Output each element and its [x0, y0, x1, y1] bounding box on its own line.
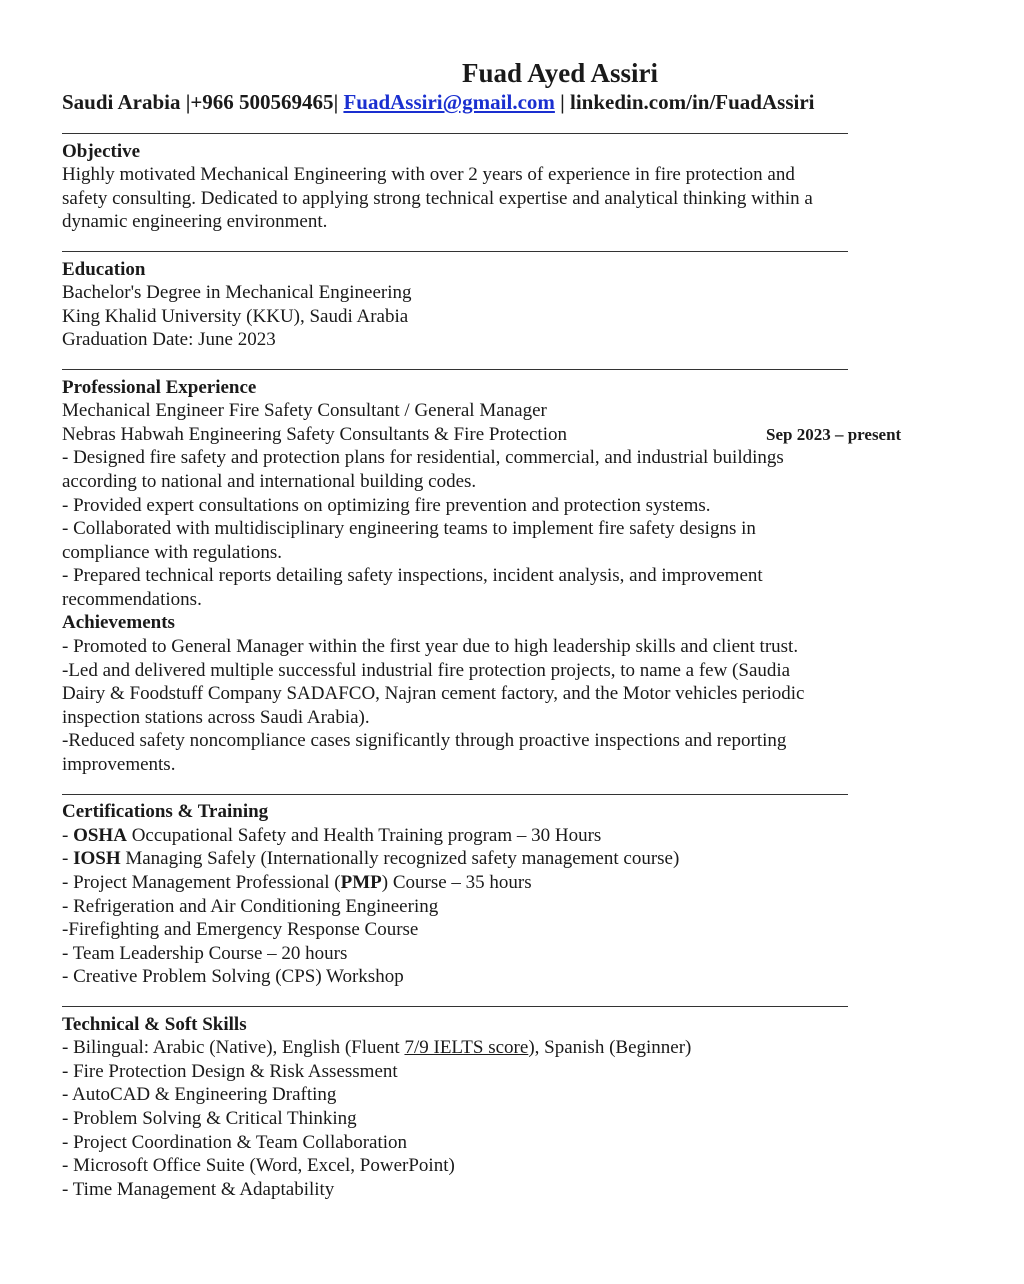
email-link[interactable]: FuadAssiri@gmail.com [343, 90, 555, 114]
job-role: Mechanical Engineer Fire Safety Consultant / General Manager [62, 400, 547, 422]
section-heading-objective: Objective [62, 140, 141, 162]
experience-line: - Provided expert consultations on optimizing fire prevention and protection systems. [62, 494, 711, 516]
achievements-heading: Achievements [62, 612, 175, 634]
skill-line: - AutoCAD & Engineering Drafting [62, 1084, 337, 1106]
cert-pmp-post: ) Course – 35 hours [381, 872, 532, 893]
divider [62, 234, 962, 258]
experience-line: compliance with regulations. [62, 541, 283, 563]
cert-osha: - OSHA Occupational Safety and Health Training program – 30 Hours [62, 824, 602, 846]
achievement-line: - Promoted to General Manager within the first year due to high leadership skills and client trust. [62, 636, 799, 658]
divider [62, 777, 962, 801]
achievement-line: improvements. [62, 754, 176, 776]
cert-line: - Refrigeration and Air Conditioning Engineering [62, 895, 439, 917]
education-line: Bachelor's Degree in Mechanical Engineering [62, 282, 412, 304]
cert-line: -Firefighting and Emergency Response Course [62, 919, 419, 941]
experience-line: - Prepared technical reports detailing safety inspections, incident analysis, and improvement [62, 565, 763, 587]
divider [62, 989, 962, 1013]
education-line: Graduation Date: June 2023 [62, 329, 276, 351]
cert-line: - Team Leadership Course – 20 hours [62, 942, 348, 964]
cert-pmp [62, 871, 962, 895]
skill-lang-post: ), Spanish (Beginner) [528, 1037, 692, 1059]
job-date: Sep 2023 – present [766, 424, 902, 444]
experience-line: - Designed fire safety and protection plans for residential, commercial, and industrial buildings [62, 447, 784, 469]
cert-osha-name: OSHA [73, 824, 127, 846]
achievement-line: Dairy & Foodstuff Company SADAFCO, Najran cement factory, and the Motor vehicles periodic [62, 683, 805, 705]
section-heading-education: Education [62, 258, 146, 280]
skill-languages [62, 1036, 962, 1060]
achievement-line: -Reduced safety noncompliance cases significantly through proactive inspections and reporting [62, 730, 787, 752]
skill-line: - Time Management & Adaptability [62, 1178, 335, 1200]
cert-pmp-name: PMP [340, 872, 382, 893]
cert-iosh-name: IOSH [73, 848, 121, 870]
achievement-line: inspection stations across Saudi Arabia). [62, 706, 370, 728]
skill-line: - Problem Solving & Critical Thinking [62, 1107, 357, 1129]
experience-line: - Collaborated with multidisciplinary engineering teams to implement fire safety designs in [62, 518, 756, 540]
divider [62, 352, 962, 376]
phone: +966 500569465 [190, 90, 334, 114]
section-heading-certifications: Certifications & Training [62, 801, 269, 823]
skill-line: - Microsoft Office Suite (Word, Excel, PowerPoint) [62, 1155, 455, 1177]
skill-line: - Fire Protection Design & Risk Assessment [62, 1060, 398, 1082]
candidate-name: Fuad Ayed Assiri [461, 58, 659, 88]
experience-line: according to national and international building codes. [62, 470, 477, 492]
objective-line: Highly motivated Mechanical Engineering with over 2 years of experience in fire protection and [62, 164, 795, 186]
cert-osha-desc: Occupational Safety and Health Training program – 30 Hours [126, 824, 602, 846]
divider [62, 116, 962, 140]
cert-iosh: - IOSH Managing Safely (Internationally recognized safety management course) [62, 848, 680, 870]
job-company-row [62, 423, 962, 447]
experience-line: recommendations. [62, 588, 202, 610]
skill-lang-pre: - Bilingual: Arabic (Native), English (Fluent [62, 1037, 405, 1059]
cert-line: - Creative Problem Solving (CPS) Workshop [62, 966, 404, 988]
section-heading-experience: Professional Experience [62, 376, 257, 398]
contact-line: Saudi Arabia |+966 500569465| FuadAssiri@gmail.com | linkedin.com/in/FuadAssiri [62, 90, 815, 114]
location: Saudi Arabia [62, 90, 181, 114]
skill-line: - Project Coordination & Team Collaboration [62, 1131, 408, 1153]
cert-pmp-pre: - Project Management Professional ( [62, 872, 341, 893]
objective-line: dynamic engineering environment. [62, 211, 328, 233]
education-line: King Khalid University (KKU), Saudi Arabia [62, 305, 409, 327]
achievement-line: -Led and delivered multiple successful industrial fire protection projects, to name a few (Saudia [62, 659, 791, 681]
linkedin: linkedin.com/in/FuadAssiri [570, 90, 815, 114]
ielts-score: 7/9 IELTS score [404, 1037, 529, 1059]
objective-line: safety consulting. Dedicated to applying strong technical expertise and analytical thinking within a [62, 187, 813, 209]
cert-iosh-desc: Managing Safely (Internationally recognized safety management course) [120, 848, 680, 870]
job-company: Nebras Habwah Engineering Safety Consultants & Fire Protection [62, 423, 567, 445]
section-heading-skills: Technical & Soft Skills [62, 1013, 247, 1035]
